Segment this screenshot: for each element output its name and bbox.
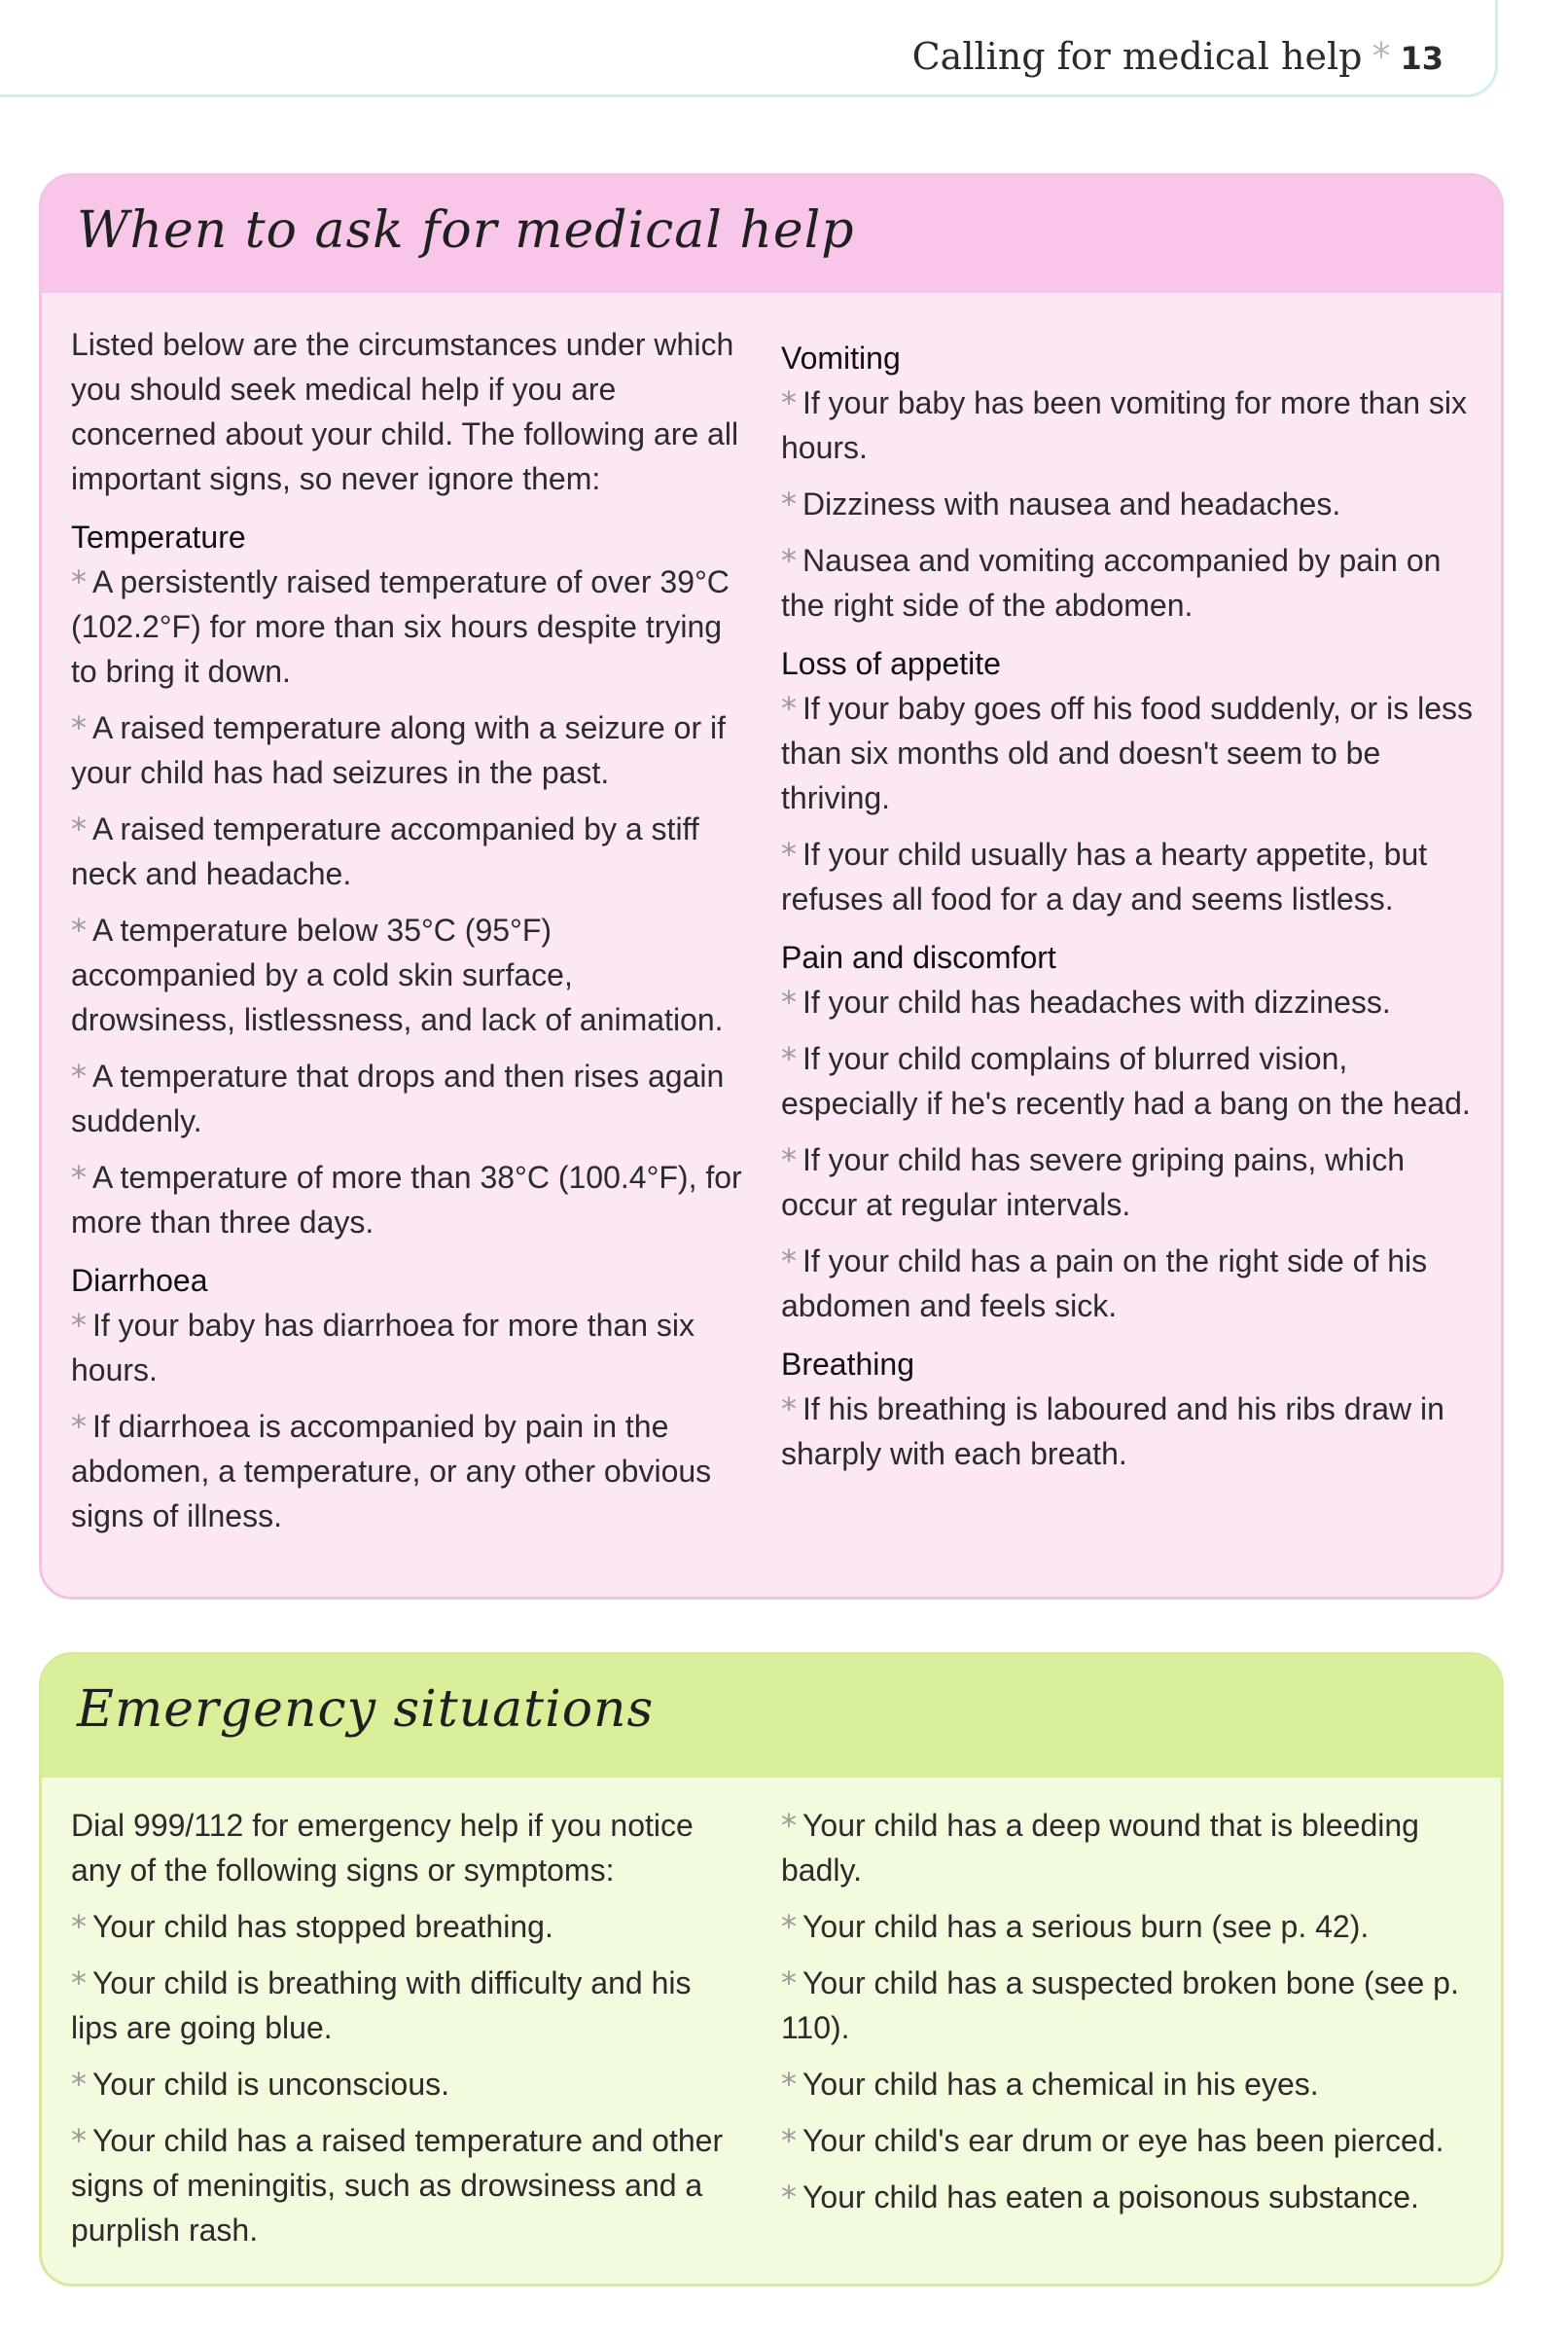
asterisk-bullet-icon: * (781, 1807, 797, 1844)
asterisk-bullet-icon: * (71, 709, 87, 746)
bullet-item (71, 908, 742, 1042)
asterisk-bullet-icon: * (71, 1408, 87, 1445)
bullet-text: A raised temperature along with a seizure or if your child has had seizures in the past. (71, 710, 726, 790)
section-heading: Pain and discomfort (781, 940, 1056, 975)
bullet-item (71, 705, 742, 795)
bullet-text: If your child has headaches with dizziness. (802, 985, 1391, 1020)
bullet-item (71, 2062, 742, 2106)
section-heading: Breathing (781, 1347, 914, 1382)
bullet-item (781, 1961, 1481, 2050)
bullet-item (71, 1961, 742, 2050)
bullet-text: Your child has a serious burn (see p. 42). (802, 1909, 1370, 1944)
bullet-item (71, 1155, 742, 1244)
bullet-item (781, 2118, 1481, 2163)
asterisk-bullet-icon: * (781, 2066, 797, 2103)
bullet-text: Your child has a chemical in his eyes. (802, 2067, 1319, 2102)
bullet-item (781, 1803, 1481, 1892)
bullet-item (781, 686, 1481, 820)
bullet-item (781, 1386, 1481, 1476)
bullet-item (781, 1137, 1481, 1227)
running-head (912, 35, 1443, 78)
asterisk-bullet-icon: * (71, 1964, 87, 2001)
bullet-text: If your child complains of blurred vision, especially if he's recently had a bang on the head. (781, 1041, 1471, 1121)
running-head-title: Calling for medical help (911, 35, 1363, 78)
medical-help-left-column (71, 322, 742, 1550)
medical-help-box (39, 173, 1504, 1600)
asterisk-bullet-icon: * (71, 2066, 87, 2103)
emergency-left-column (71, 1803, 742, 2264)
bullet-text: If his breathing is laboured and his ribs draw in sharply with each breath. (781, 1391, 1444, 1471)
section-heading: Vomiting (781, 341, 901, 376)
asterisk-icon: * (1372, 35, 1391, 78)
bullet-text: Your child has a raised temperature and other signs of meningitis, such as drowsiness and a purplish rash. (71, 2123, 724, 2248)
bullet-item (71, 1054, 742, 1143)
asterisk-bullet-icon: * (71, 2122, 87, 2159)
bullet-item (71, 807, 742, 896)
emergency-box (39, 1652, 1504, 2286)
bullet-item (71, 1404, 742, 1538)
medical-help-title: When to ask for medical help (77, 201, 855, 260)
bullet-text: A temperature of more than 38°C (100.4°F), for more than three days. (71, 1160, 742, 1240)
asterisk-bullet-icon: * (71, 1307, 87, 1344)
bullet-text: If diarrhoea is accompanied by pain in the abdomen, a temperature, or any other obvious signs of illness. (71, 1409, 712, 1533)
bullet-text: A raised temperature accompanied by a stiff neck and headache. (71, 811, 699, 891)
asterisk-bullet-icon: * (71, 1159, 87, 1196)
medical-help-header (42, 176, 1501, 293)
bullet-text: Nausea and vomiting accompanied by pain on the right side of the abdomen. (781, 543, 1442, 623)
bullet-text: If your baby goes off his food suddenly, or is less than six months old and doesn't seem to be thriving. (781, 691, 1473, 815)
asterisk-bullet-icon: * (781, 1242, 797, 1279)
bullet-item (781, 980, 1481, 1025)
asterisk-bullet-icon: * (781, 2122, 797, 2159)
asterisk-bullet-icon: * (781, 984, 797, 1021)
bullet-item (781, 1036, 1481, 1126)
bullet-item (71, 2118, 742, 2252)
bullet-text: Your child has a suspected broken bone (see p. 110). (781, 1965, 1459, 2045)
bullet-text: A temperature below 35°C (95°F) accompanied by a cold skin surface, drowsiness, listlessness, and lack of animation. (71, 913, 724, 1037)
bullet-text: Your child is breathing with difficulty and his lips are going blue. (71, 1965, 692, 2045)
asterisk-bullet-icon: * (71, 810, 87, 847)
asterisk-bullet-icon: * (781, 836, 797, 873)
asterisk-bullet-icon: * (71, 1058, 87, 1095)
asterisk-bullet-icon: * (71, 563, 87, 600)
bullet-item (781, 2175, 1481, 2219)
bullet-text: If your child has a pain on the right side of his abdomen and feels sick. (781, 1243, 1428, 1323)
medical-help-intro: Listed below are the circumstances under which you should seek medical help if you are concerned about your child. The following are all important signs, so never ignore them: (71, 327, 739, 496)
emergency-intro: Dial 999/112 for emergency help if you notice any of the following signs or symptoms: (71, 1808, 694, 1888)
page-number: 13 (1400, 40, 1443, 77)
medical-help-right-column (781, 322, 1481, 1488)
bullet-text: Your child has a deep wound that is bleeding badly. (781, 1808, 1419, 1888)
bullet-item (781, 832, 1481, 921)
bullet-item (781, 482, 1481, 526)
bullet-item (71, 1904, 742, 1949)
bullet-item (71, 1303, 742, 1392)
asterisk-bullet-icon: * (781, 1908, 797, 1945)
section-heading: Temperature (71, 520, 246, 555)
bullet-item (781, 2062, 1481, 2106)
medical-help-right-sections (781, 336, 1481, 1476)
asterisk-bullet-icon: * (71, 1908, 87, 1945)
bullet-text: If your baby has diarrhoea for more than six hours. (71, 1308, 695, 1387)
bullet-item (71, 559, 742, 694)
asterisk-bullet-icon: * (781, 2178, 797, 2215)
asterisk-bullet-icon: * (781, 1040, 797, 1077)
emergency-right-column (781, 1803, 1481, 2231)
bullet-text: A temperature that drops and then rises again suddenly. (71, 1059, 725, 1138)
emergency-title: Emergency situations (77, 1680, 655, 1739)
bullet-text: If your baby has been vomiting for more than six hours. (781, 385, 1468, 465)
asterisk-bullet-icon: * (781, 1141, 797, 1178)
bullet-text: Your child's ear drum or eye has been pierced. (802, 2123, 1444, 2158)
asterisk-bullet-icon: * (781, 486, 797, 522)
section-heading: Diarrhoea (71, 1263, 208, 1298)
bullet-item (781, 538, 1481, 628)
bullet-text: Your child has stopped breathing. (92, 1909, 553, 1944)
bullet-item (781, 1239, 1481, 1328)
bullet-text: Your child has eaten a poisonous substance. (802, 2179, 1419, 2214)
section-heading: Loss of appetite (781, 646, 1001, 681)
medical-help-left-sections (71, 515, 742, 1538)
bullet-item (781, 380, 1481, 470)
bullet-text: If your child usually has a hearty appetite, but refuses all food for a day and seems listless. (781, 837, 1428, 917)
bullet-text: Dizziness with nausea and headaches. (802, 486, 1341, 522)
bullet-text: Your child is unconscious. (92, 2067, 450, 2102)
asterisk-bullet-icon: * (781, 690, 797, 727)
asterisk-bullet-icon: * (781, 1964, 797, 2001)
emergency-left-items (71, 1904, 742, 2252)
asterisk-bullet-icon: * (71, 912, 87, 949)
asterisk-bullet-icon: * (781, 1390, 797, 1427)
asterisk-bullet-icon: * (781, 542, 797, 579)
bullet-item (781, 1904, 1481, 1949)
bullet-text: If your child has severe griping pains, which occur at regular intervals. (781, 1142, 1405, 1222)
asterisk-bullet-icon: * (781, 384, 797, 421)
bullet-text: A persistently raised temperature of over 39°C (102.2°F) for more than six hours despite trying to bring it down. (71, 564, 730, 689)
emergency-right-items (781, 1803, 1481, 2219)
emergency-header (42, 1655, 1501, 1778)
